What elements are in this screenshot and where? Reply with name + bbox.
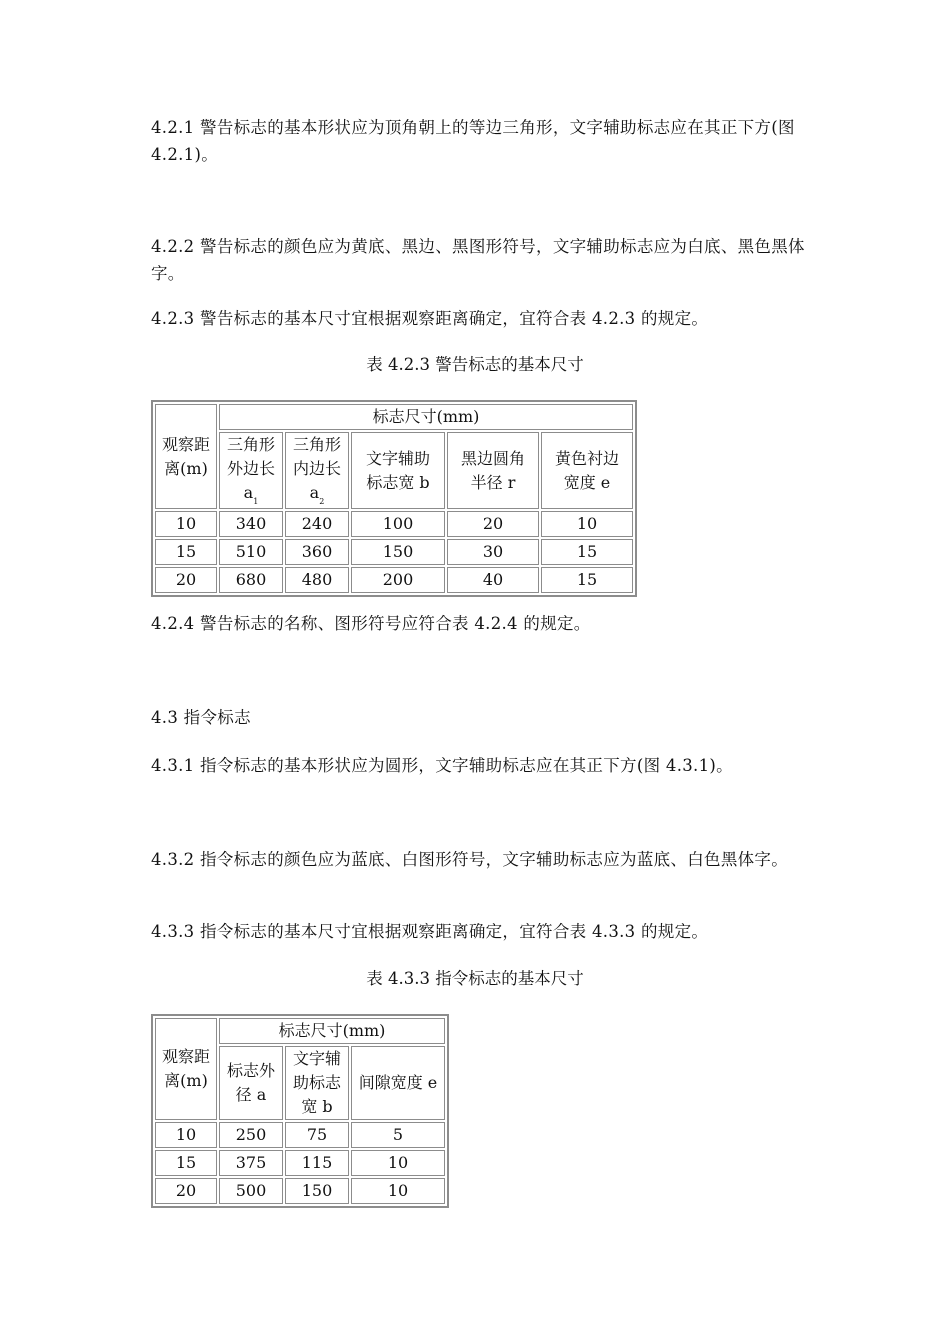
header-triangle-outer-side: 三角形 外边长 $a_1$ [219,432,283,509]
table-cell: 10 [351,1150,445,1176]
table-cell: 500 [219,1178,283,1204]
table-cell: 15 [155,539,217,565]
table-cell: 680 [219,567,283,593]
table-cell: 10 [351,1178,445,1204]
header-sign-outer-diameter: 标志外 径 a [219,1046,283,1120]
header-corner-radius: 黑边圆角 半径 r [447,432,539,509]
paragraph-4-2-4: 4.2.4 警告标志的名称、图形符号应符合表 4.2.4 的规定。 [151,614,591,633]
table-cell: 15 [541,567,633,593]
header-text-sign-width: 文字辅 助标志 宽 b [285,1046,349,1120]
table-cell: 240 [285,511,349,537]
table-cell: 100 [351,511,445,537]
header-text-sign-width: 文字辅助 标志宽 b [351,432,445,509]
table-row [155,511,633,537]
table-cell: 250 [219,1122,283,1148]
table-row [155,1122,445,1148]
paragraph-4-2-3: 4.2.3 警告标志的基本尺寸宜根据观察距离确定，宜符合表 4.2.3 的规定。 [151,309,709,328]
table-cell: 20 [155,567,217,593]
table-cell: 200 [351,567,445,593]
table-row [155,1150,445,1176]
header-observation-distance: 观察距 离(m) [155,404,217,509]
header-triangle-inner-side: 三角形 内边长 $a_2$ [285,432,349,509]
table-cell: 20 [447,511,539,537]
table-cell: 115 [285,1150,349,1176]
table-row [155,567,633,593]
table-cell: 510 [219,539,283,565]
table-cell: 75 [285,1122,349,1148]
table-cell: 480 [285,567,349,593]
paragraph-4-3-3: 4.3.3 指令标志的基本尺寸宜根据观察距离确定，宜符合表 4.3.3 的规定。 [151,922,709,941]
table-cell: 10 [541,511,633,537]
section-heading-4-3: 4.3 指令标志 [151,708,251,727]
table-cell: 375 [219,1150,283,1176]
table-4-3-3 [151,1014,449,1208]
table-cell: 30 [447,539,539,565]
header-yellow-border-width: 黄色衬边 宽度 e [541,432,633,509]
header-sign-size-group: 标志尺寸(mm) [219,404,633,430]
table-cell: 20 [155,1178,217,1204]
table-cell: 10 [155,511,217,537]
table-cell: 15 [155,1150,217,1176]
table-4-2-3 [151,400,637,597]
table-cell: 150 [285,1178,349,1204]
table-4-2-3-caption: 表 4.2.3 警告标志的基本尺寸 [366,355,584,374]
table-row [155,1178,445,1204]
table-row [155,539,633,565]
table-cell: 5 [351,1122,445,1148]
paragraph-4-3-2: 4.3.2 指令标志的颜色应为蓝底、白图形符号，文字辅助标志应为蓝底、白色黑体字。 [151,850,789,869]
table-cell: 150 [351,539,445,565]
table-4-3-3-caption: 表 4.3.3 指令标志的基本尺寸 [366,969,584,988]
table-cell: 15 [541,539,633,565]
header-sign-size-group: 标志尺寸(mm) [219,1018,445,1044]
paragraph-4-2-1: 4.2.1 警告标志的基本形状应为顶角朝上的等边三角形，文字辅助标志应在其正下方(图 4.2.1)。 [151,118,795,164]
table-cell: 340 [219,511,283,537]
table-cell: 10 [155,1122,217,1148]
header-gap-width: 间隙宽度 e [351,1046,445,1120]
table-cell: 40 [447,567,539,593]
header-observation-distance: 观察距 离(m) [155,1018,217,1120]
table-cell: 360 [285,539,349,565]
paragraph-4-3-1: 4.3.1 指令标志的基本形状应为圆形，文字辅助标志应在其正下方(图 4.3.1)。 [151,756,733,775]
paragraph-4-2-2: 4.2.2 警告标志的颜色应为黄底、黑边、黑图形符号，文字辅助标志应为白底、黑色黑体字。 [151,237,805,283]
